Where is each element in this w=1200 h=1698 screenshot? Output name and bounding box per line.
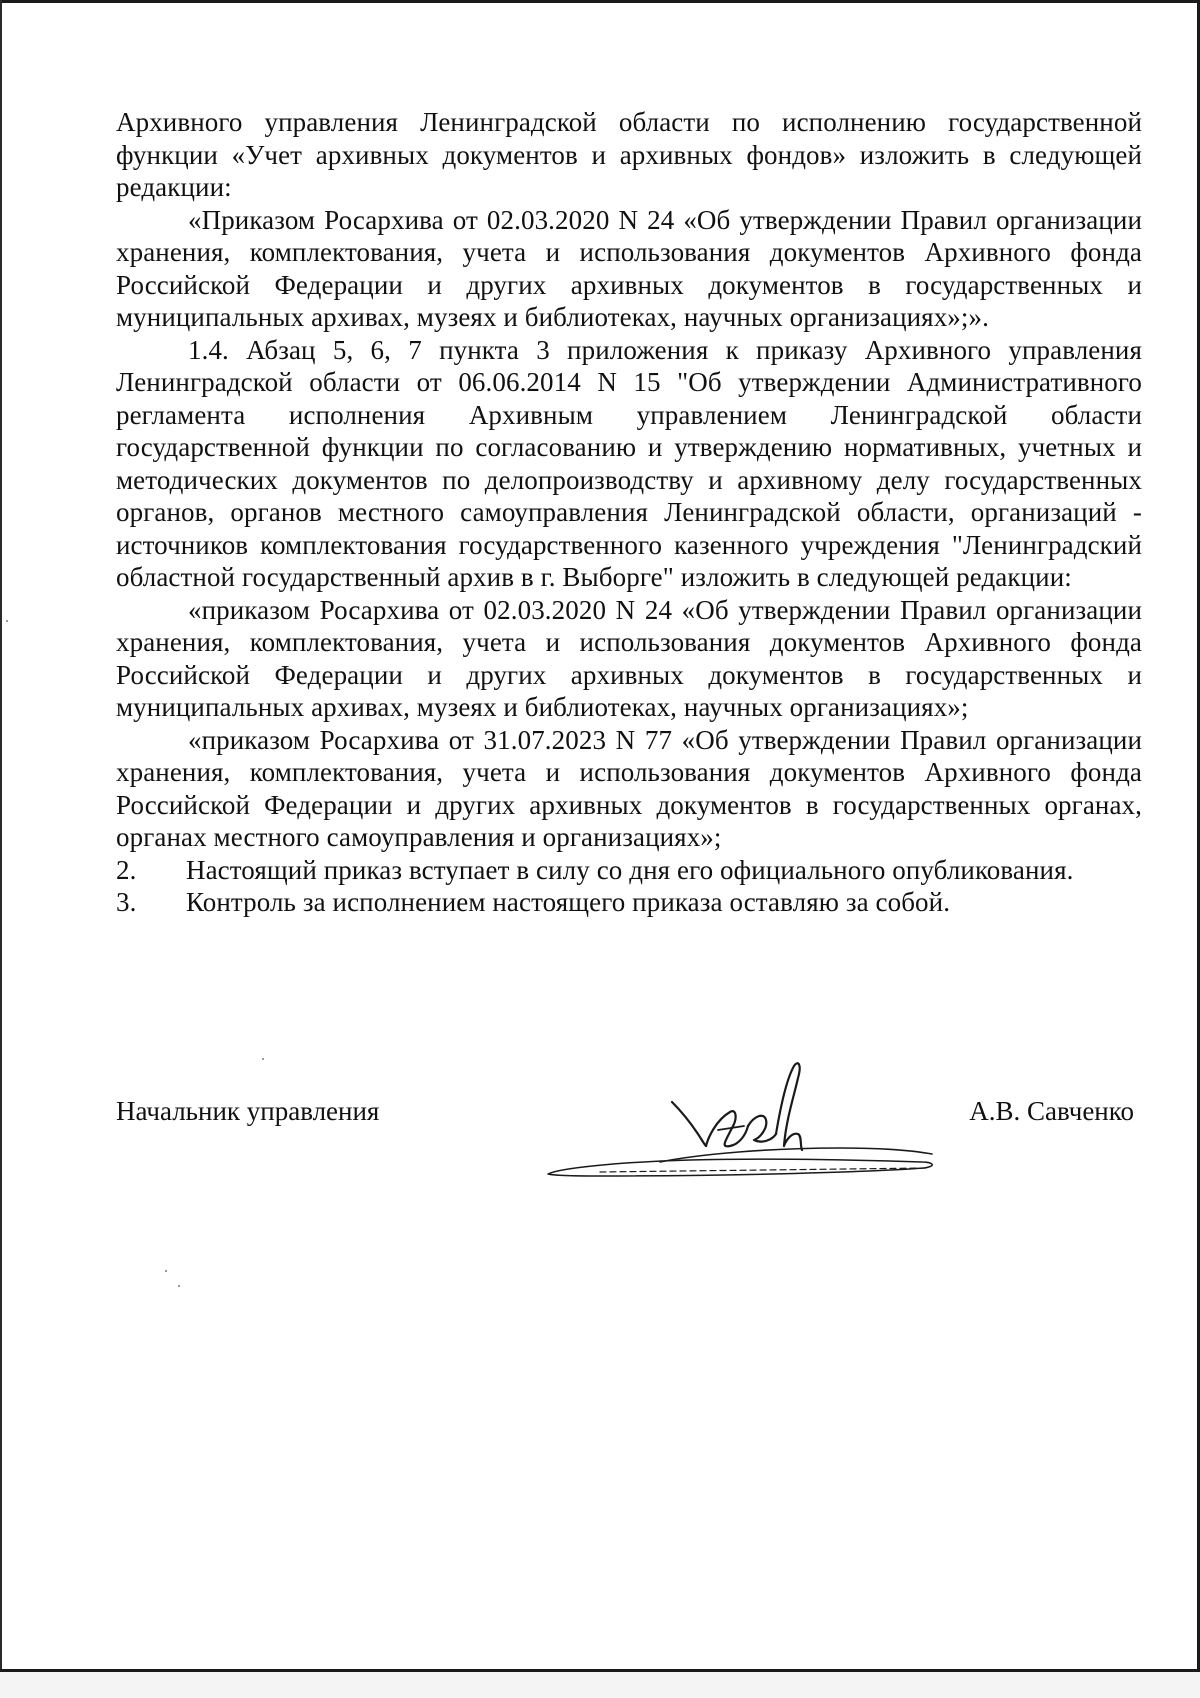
paragraph-quote-order-24: «Приказом Росархива от 02.03.2020 N 24 «Об утверждении Правил организации хранения, комплектования, учета и использования документов Архивного фонда Российской Федерации и других архивных документов в государственных и муниципальных архивах, музеях и библиотеках, научных организациях»;». [116, 204, 1142, 332]
scan-speck [178, 1285, 180, 1287]
item-number: 3. [116, 887, 137, 917]
paragraph-item-2 [116, 854, 1142, 887]
paragraph-quote-order-77: «приказом Росархива от 31.07.2023 N 77 «Об утверждении Правил организации хранения, комплектования, учета и использования документов Архивного фонда Российской Федерации и других архивных документов в государственных органах, органах местного самоуправления и организациях»; [116, 724, 1142, 852]
item-text: Контроль за исполнением настоящего приказа оставляю за собой. [186, 887, 951, 917]
scan-speck [6, 620, 8, 622]
paragraph-item-3 [116, 886, 1142, 919]
item-number: 2. [116, 854, 137, 885]
signatory-name: А.В. Савченко [969, 1096, 1134, 1126]
item-text: Настоящий приказ вступает в силу со дня его официального опубликования. [186, 854, 1074, 885]
signatory-position: Начальник управления [116, 1096, 380, 1126]
handwritten-signature-icon [540, 1050, 960, 1180]
document-body [116, 106, 1142, 919]
scan-edge-top [0, 0, 1200, 3]
scan-speck [262, 1058, 264, 1060]
paragraph-continuation: Архивного управления Ленинградской области по исполнению государственной функции «Учет архивных документов и архивных фондов» изложить в следующей редакции: [116, 107, 1142, 202]
scan-bottom-margin [0, 1672, 1200, 1698]
paragraph-item-1-4: 1.4. Абзац 5, 6, 7 пункта 3 приложения к приказу Архивного управления Ленинградской области от 06.06.2014 N 15 "Об утверждении Административного регламента исполнения Архивным управлением Ленинградской области государственной функции по согласованию и утверждению нормативных, учетных и методических документов по делопроизводству и архивному делу государственных органов, органов местного самоуправления Ленинградской области, организаций - источников комплектования государственного казенного учреждения "Ленинградский областной государственный архив в г. Выборге" изложить в следующей редакции: [116, 334, 1142, 592]
scan-edge-left [0, 0, 2, 1698]
paragraph-quote-order-24-second: «приказом Росархива от 02.03.2020 N 24 «Об утверждении Правил организации хранения, комплектования, учета и использования документов Архивного фонда Российской Федерации и других архивных документов в государственных и муниципальных архивах, музеях и библиотеках, научных организациях»; [116, 594, 1142, 722]
scan-speck [165, 1270, 167, 1272]
